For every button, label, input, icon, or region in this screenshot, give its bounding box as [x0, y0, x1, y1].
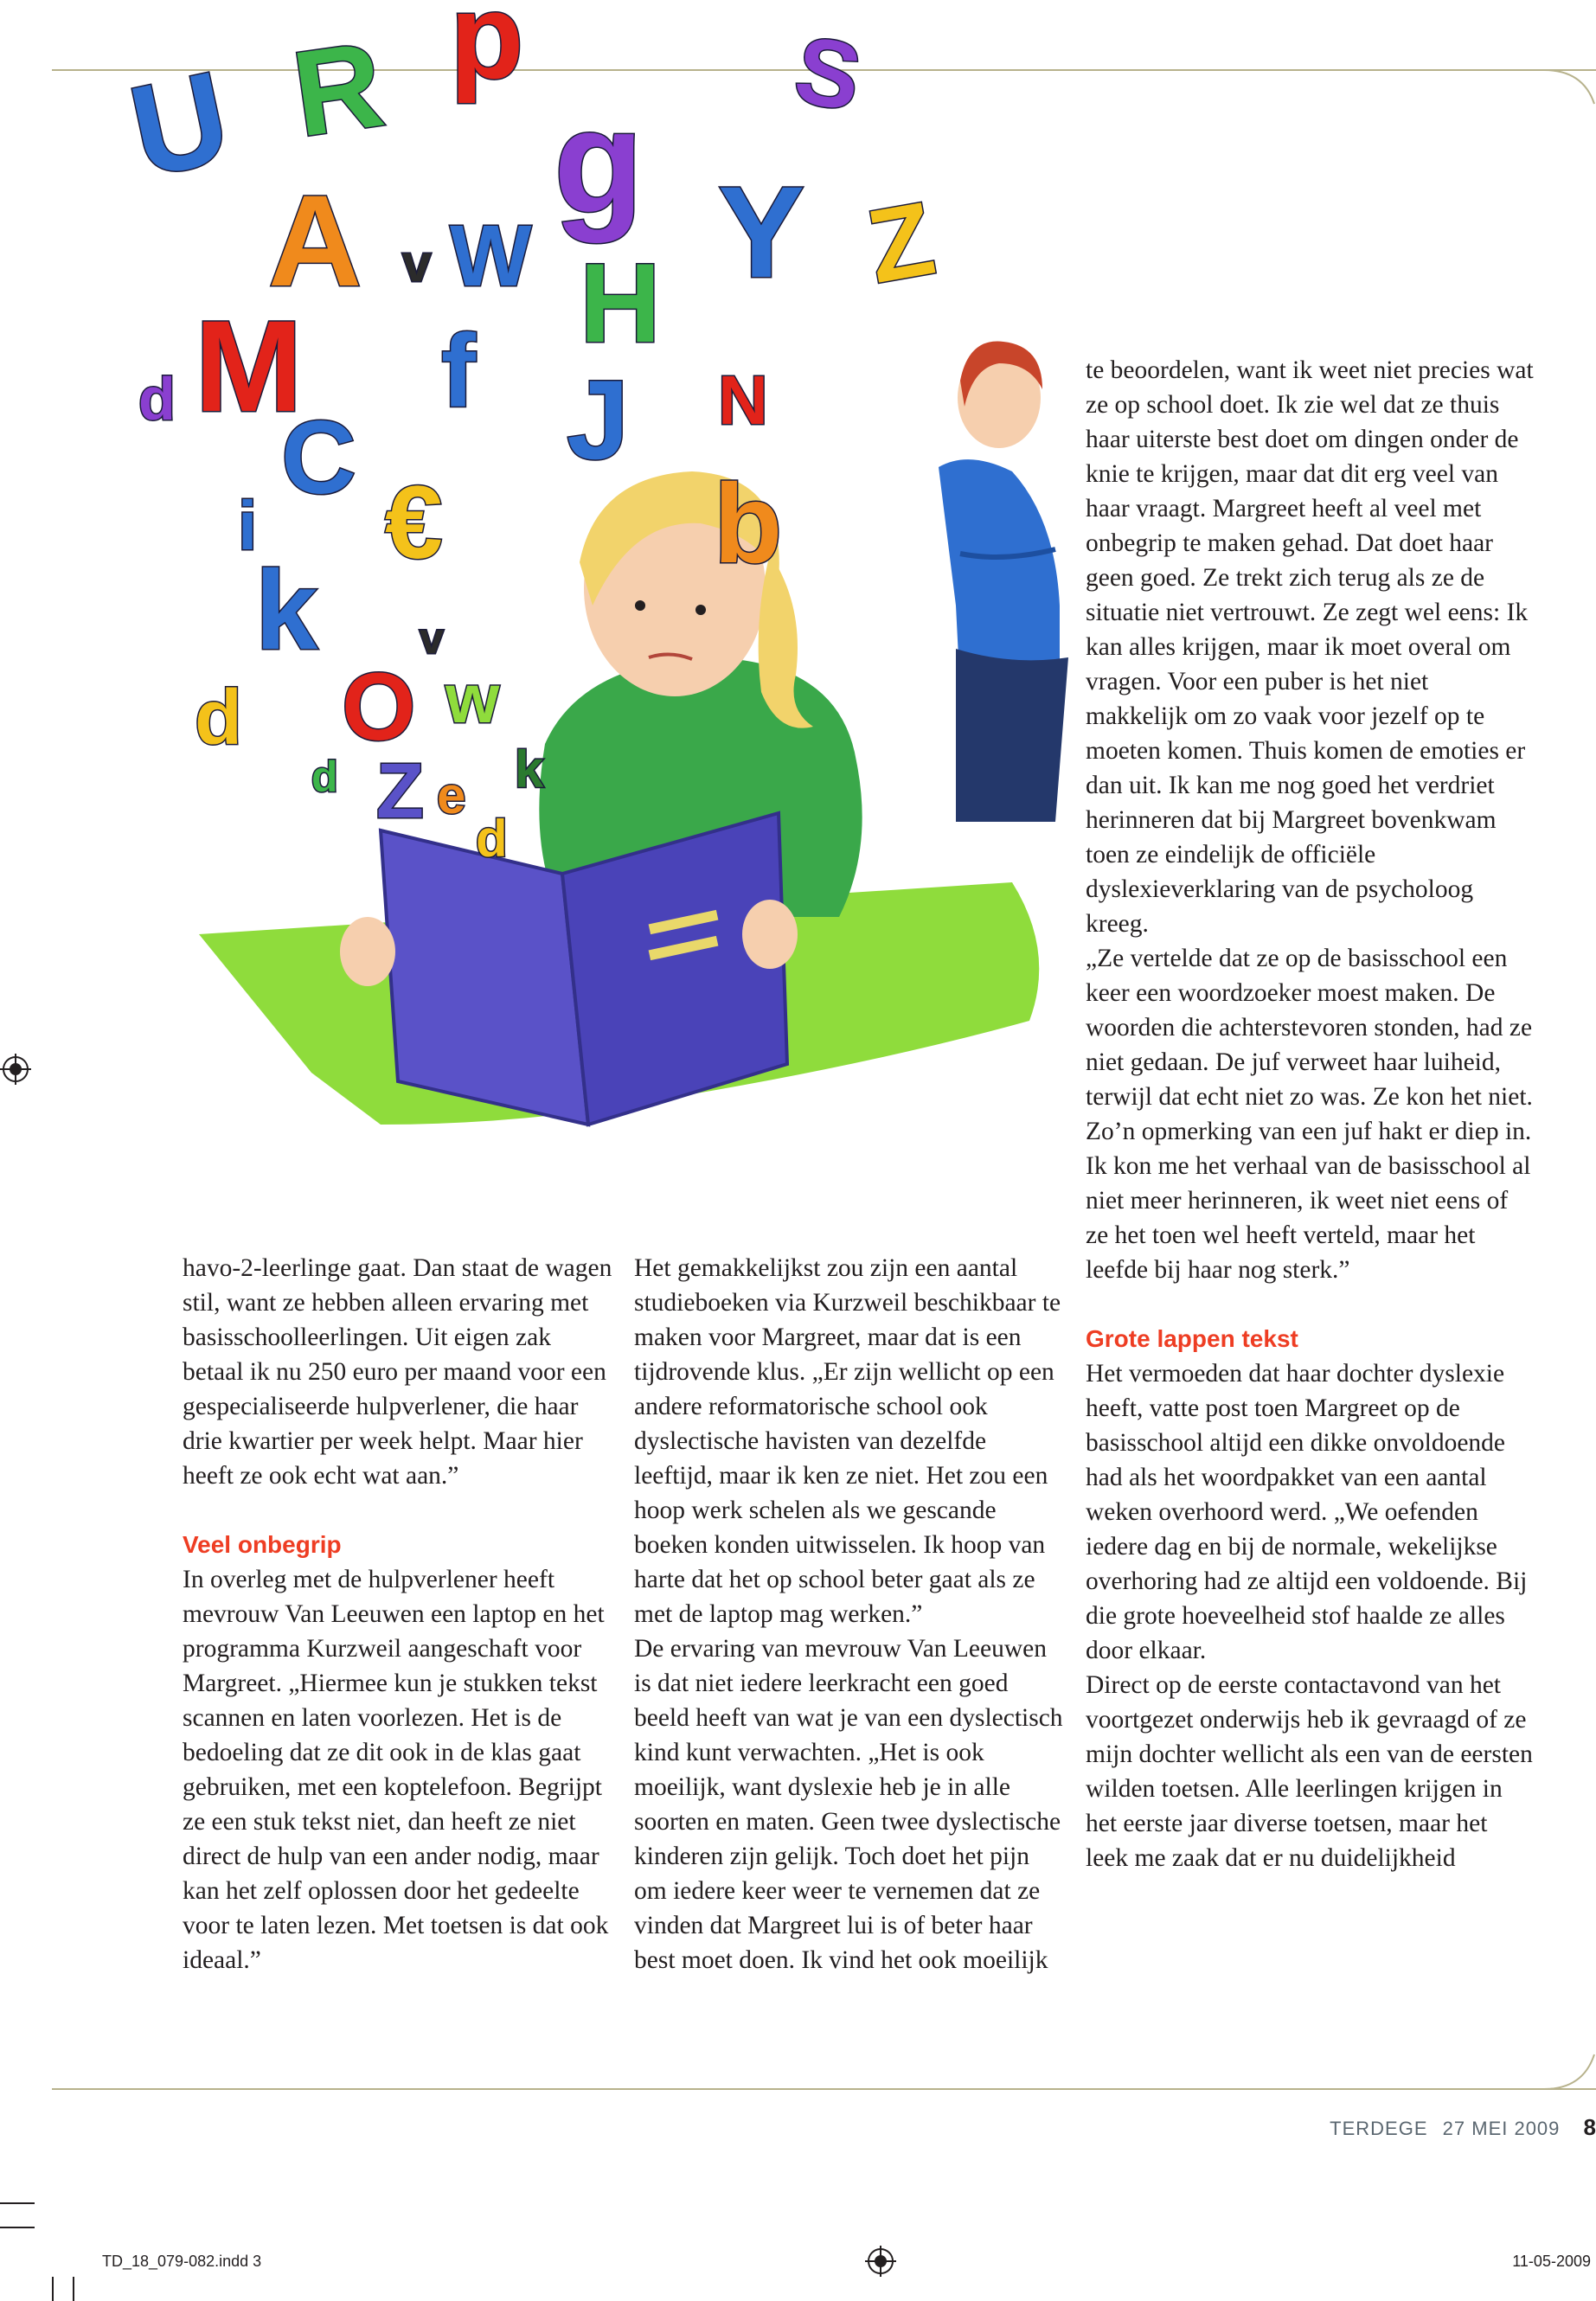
letter-O: O — [342, 654, 416, 760]
letter-R: R — [285, 16, 391, 163]
paragraph: „Ze vertelde dat ze op de basisschool een keer een woordzoeker moest maken. De woorden die achterstevoren stonden, had ze niet gedaan. De juf verweet haar luiheid, terwijl dat echt niet zo was. Ze kon het niet. Zo’n opmerking van een juf hakt er diep in. Ik kon me het verhaal van de basisschool al niet meer herinneren, ik weet niet eens of ze het toen wel heeft verteld, maar het leefde bij haar nog sterk.” — [1086, 945, 1533, 1284]
subheading-grote-lappen-tekst: Grote lappen tekst — [1086, 1325, 1298, 1352]
letter-H: H — [580, 240, 661, 366]
crop-mark — [0, 2202, 35, 2204]
letter-e: e — [437, 766, 466, 824]
letter-U: U — [119, 42, 241, 205]
letter-J: J — [567, 356, 630, 483]
crop-mark — [52, 2277, 54, 2301]
letter-i: i — [238, 487, 258, 564]
column-left — [183, 1251, 615, 1977]
letter-g: g — [554, 80, 644, 244]
paragraph: Het vermoeden dat haar dochter dyslexie heeft, vatte post toen Margreet op de basisschool altijd een dikke onvoldoende had als het woordpakket van een aantal weken overhoord werd. „We oefenden iedere dag en bij de normale, wekelijkse overhoring had ze altijd een voldoende. Bij die grote hoeveelheid stof haalde ze alles door elkaar. — [1086, 1360, 1528, 1664]
letter-Y: Y — [718, 159, 805, 304]
letter-p: p — [450, 0, 524, 104]
paragraph: De ervaring van mevrouw Van Leeuwen is dat niet iedere leerkracht een goed beeld heeft van wat je van een dyslectisch kind kunt verwachten. „Het is ook moeilijk, want dyslexie heb je in alle soorten en maten. Geen twee dyslectische kinderen zijn gelijk. Toch doet het pijn om iedere keer weer te vernemen dat ze vinden dat Margreet lui is of beter haar best moet doen. Ik vind het ook moeilijk — [634, 1635, 1063, 1974]
letter-b: b — [714, 460, 783, 586]
letter-S: S — [787, 16, 869, 132]
letter-M: M — [195, 293, 303, 439]
registration-mark-icon — [0, 1054, 31, 1085]
registration-mark-icon — [865, 2246, 896, 2277]
letter-A: A — [268, 168, 362, 313]
letter-f: f — [441, 313, 476, 429]
crop-mark — [0, 2227, 35, 2228]
slug-filename: TD_18_079-082.indd 3 — [102, 2253, 262, 2270]
letter-C: C — [281, 400, 356, 516]
right-hand — [742, 900, 798, 969]
crop-mark — [73, 2277, 74, 2301]
column-right — [1086, 353, 1535, 1875]
paragraph: In overleg met de hulpverlener heeft mevrouw Van Leeuwen een laptop en het programma Kurzweil aangeschaft voor Margreet. „Hiermee kun je stukken tekst scannen en laten voorlezen. Het is de bedoeling dat ze dit ook in de klas gaat gebruiken, met een koptelefoon. Begrijpt ze een stuk tekst niet, dan heeft ze niet direct de hulp van een ander nodig, maar kan het zelf oplossen door het gedeelte voor te laten lezen. Met toetsen is dat ook ideaal.” — [183, 1566, 609, 1974]
page-footer — [1330, 2114, 1596, 2141]
mother-figure — [939, 342, 1068, 822]
letter-d-book: d — [476, 810, 508, 868]
column-middle — [634, 1251, 1067, 1977]
bottom-rule — [52, 2088, 1596, 2090]
letter-N: N — [718, 362, 768, 439]
letter-W: W — [450, 208, 532, 304]
issue-date: 27 MEI 2009 — [1442, 2118, 1561, 2139]
left-hand — [340, 917, 395, 986]
letter-w: w — [445, 660, 500, 737]
letter-Z: Z — [859, 180, 943, 305]
letter-v-small: v — [420, 614, 444, 663]
letter-d: d — [138, 365, 176, 433]
paragraph: te beoordelen, want ik weet niet precies wat ze op school doet. Ik zie wel dat ze thuis haar uiterste best doet om dingen onder de knie te krijgen, maar dat dit erg veel van haar vraagt. Margreet heeft al veel met onbegrip te maken gehad. Dat doet haar geen goed. Ze trekt zich terug als ze de situatie niet vertrouwt. Ze zegt wel eens: Ik kan alles krijgen, maar ik moet overal om vragen. Voor een puber is het niet makkelijk om zo vaak voor jezelf op te moeten komen. Thuis komen de emoties er dan uit. Ik kan me nog goed het verdriet herinneren dat bij Margreet bovenkwam toen ze eindelijk de officiële dyslexieverklaring van de psycholoog kreeg. — [1086, 356, 1534, 938]
letter-v: v — [402, 234, 432, 292]
letter-d-yellow: d — [195, 675, 242, 761]
letter-k-green: k — [515, 740, 544, 798]
top-rule-curve — [1544, 69, 1596, 121]
letter-d-green: d — [311, 753, 338, 801]
paragraph: Direct op de eerste contactavond van het voortgezet onderwijs heb ik gevraagd of ze mijn dochter wellicht als een van de eersten wilden toetsen. Alle leerlingen krijgen in het eerste jaar diverse toetsen, maar het leek me zaak dat er nu duidelijkheid — [1086, 1671, 1533, 1872]
slug-date: 11-05-2009 — [1512, 2253, 1591, 2270]
bottom-rule-curve — [1544, 2050, 1596, 2090]
letter-k: k — [255, 547, 318, 673]
magazine-name: TERDEGE — [1330, 2118, 1428, 2139]
letter-euro: € — [385, 465, 443, 580]
subheading-veel-onbegrip: Veel onbegrip — [183, 1531, 342, 1558]
paragraph: Het gemakkelijkst zou zijn een aantal studieboeken via Kurzweil beschikbaar te maken voor Margreet, maar dat is een tijdrovende klus. „Er zijn wellicht op een andere reformatorische school ook dyslectische havisten van dezelfde leeftijd, maar ik ken ze niet. Het zou een hoop werk schelen als we gescande boeken konden uitwisselen. Ik hoop van harte dat het op school beter gaat als ze met de laptop mag werken.” — [634, 1254, 1061, 1628]
letter-Z-purple: Z — [376, 748, 424, 835]
paragraph: havo-2-leerlinge gaat. Dan staat de wagen stil, want ze hebben alleen ervaring met basisschoolleerlingen. Uit eigen zak betaal ik nu 250 euro per maand voor een gespecialiseerde hulpverlener, die haar drie kwartier per week helpt. Maar hier heeft ze ook echt wat aan.” — [183, 1254, 612, 1490]
illustration — [95, 0, 1090, 1211]
page-number: 8 — [1583, 2114, 1596, 2140]
